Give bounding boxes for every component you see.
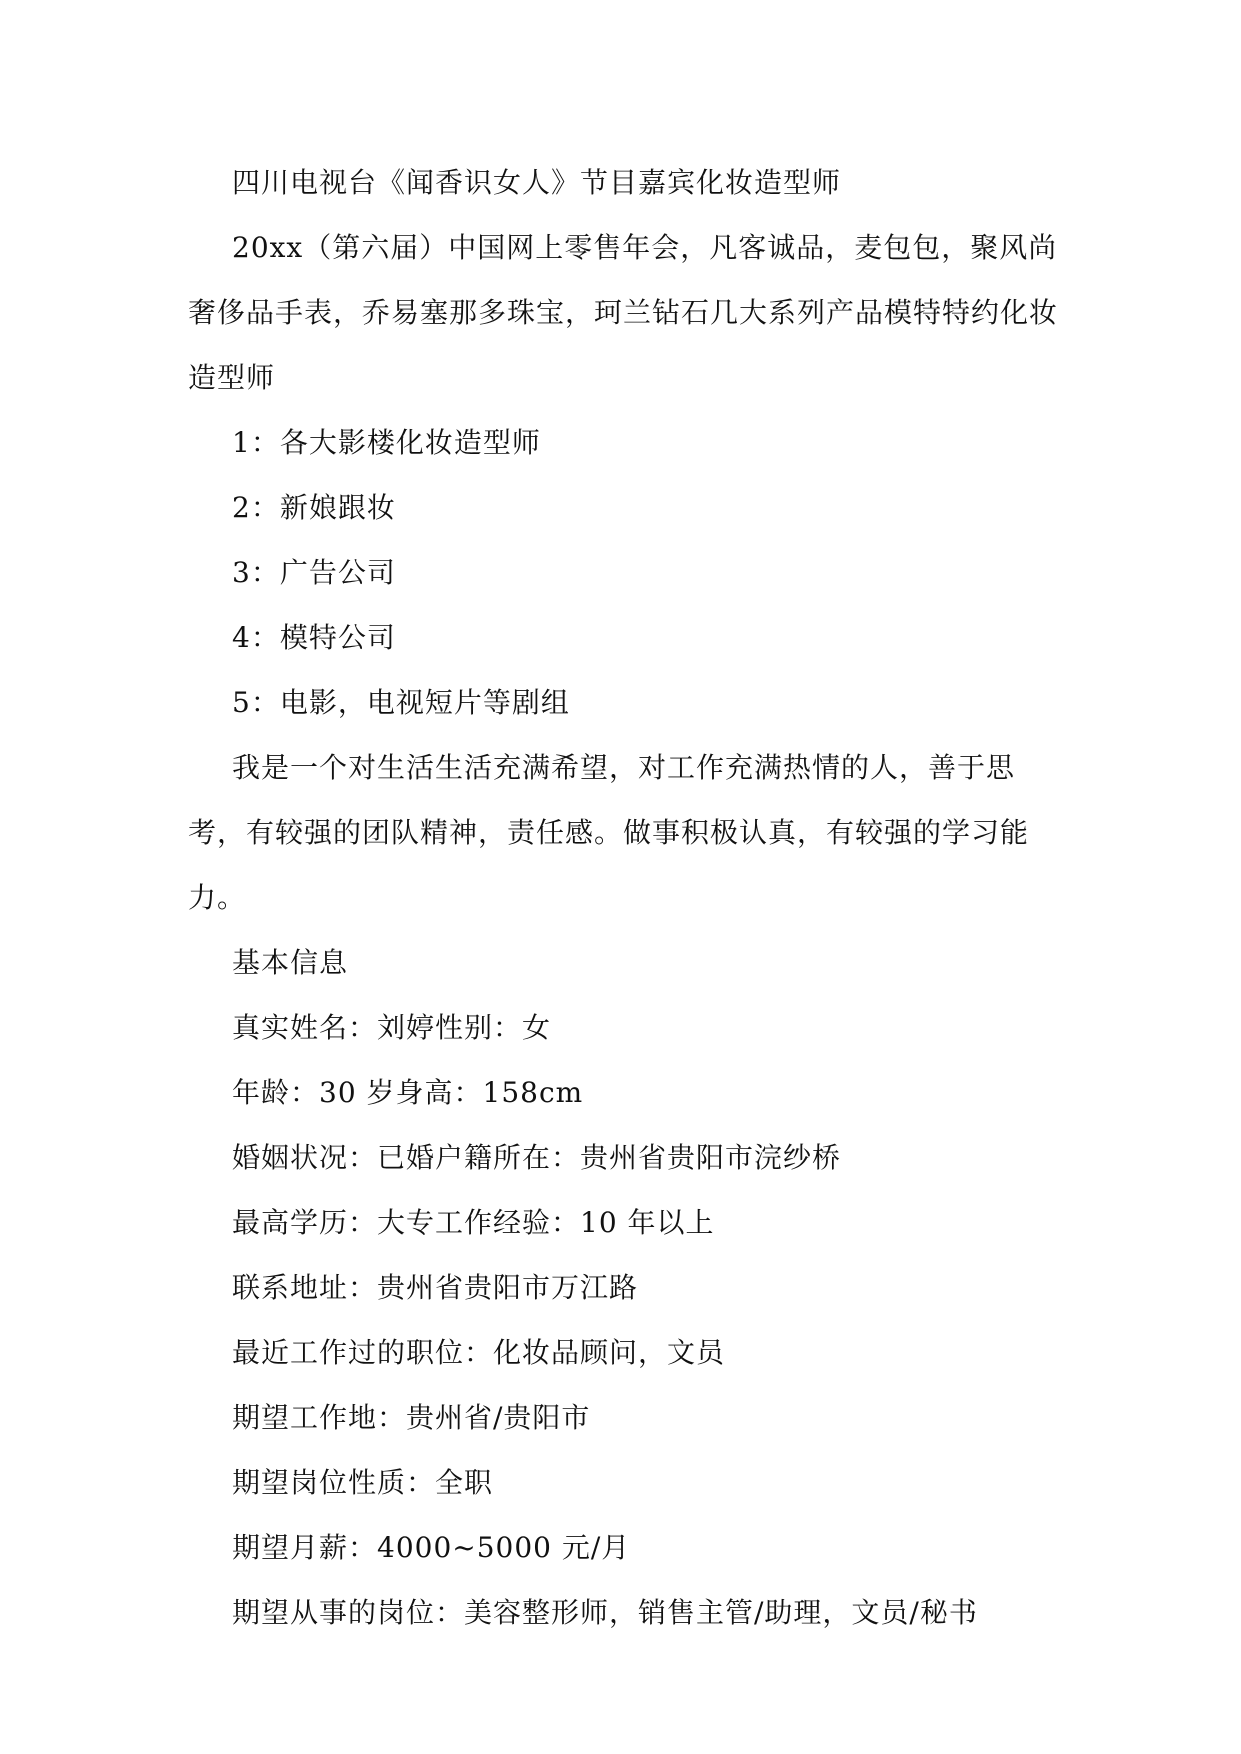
- info-expected-positions: 期望从事的岗位：美容整形师，销售主管/助理，文员/秘书: [232, 1596, 978, 1629]
- info-recent-position: 最近工作过的职位：化妆品顾问，文员: [232, 1336, 726, 1369]
- paragraph-retail-conference: 20xx（第六届）中国网上零售年会，凡客诚品，麦包包，聚风尚奢侈品手表，乔易塞那多珠宝，珂兰钻石几大系列产品模特特约化妆造型师: [188, 231, 1059, 394]
- paragraph-self-description: 我是一个对生活生活充满希望，对工作充满热情的人，善于思考，有较强的团队精神，责任感。做事积极认真，有较强的学习能力。: [188, 751, 1030, 914]
- info-age-height: 年龄：30 岁身高：158cm: [232, 1076, 584, 1109]
- list-item-ad-company: 3：广告公司: [232, 556, 396, 589]
- list-item-studio-stylist: 1：各大影楼化妆造型师: [232, 426, 541, 459]
- info-contact-address: 联系地址：贵州省贵阳市万江路: [232, 1271, 639, 1304]
- list-item-model-company: 4：模特公司: [232, 621, 396, 654]
- document-body: [188, 150, 1068, 1645]
- info-expected-job-type: 期望岗位性质：全职: [232, 1466, 494, 1499]
- info-education-experience: 最高学历：大专工作经验：10 年以上: [232, 1206, 715, 1239]
- paragraph-tv-guest-stylist: 四川电视台《闻香识女人》节目嘉宾化妆造型师: [232, 166, 842, 199]
- info-expected-salary: 期望月薪：4000~5000 元/月: [232, 1531, 631, 1564]
- info-name-gender: 真实姓名：刘婷性别：女: [232, 1011, 552, 1044]
- section-heading-basic-info: 基本信息: [232, 946, 349, 979]
- list-item-film-crew: 5：电影，电视短片等剧组: [232, 686, 570, 719]
- info-expected-location: 期望工作地：贵州省/贵阳市: [232, 1401, 591, 1434]
- info-marital-residence: 婚姻状况：已婚户籍所在：贵州省贵阳市浣纱桥: [232, 1141, 842, 1174]
- list-item-bridal-makeup: 2：新娘跟妆: [232, 491, 396, 524]
